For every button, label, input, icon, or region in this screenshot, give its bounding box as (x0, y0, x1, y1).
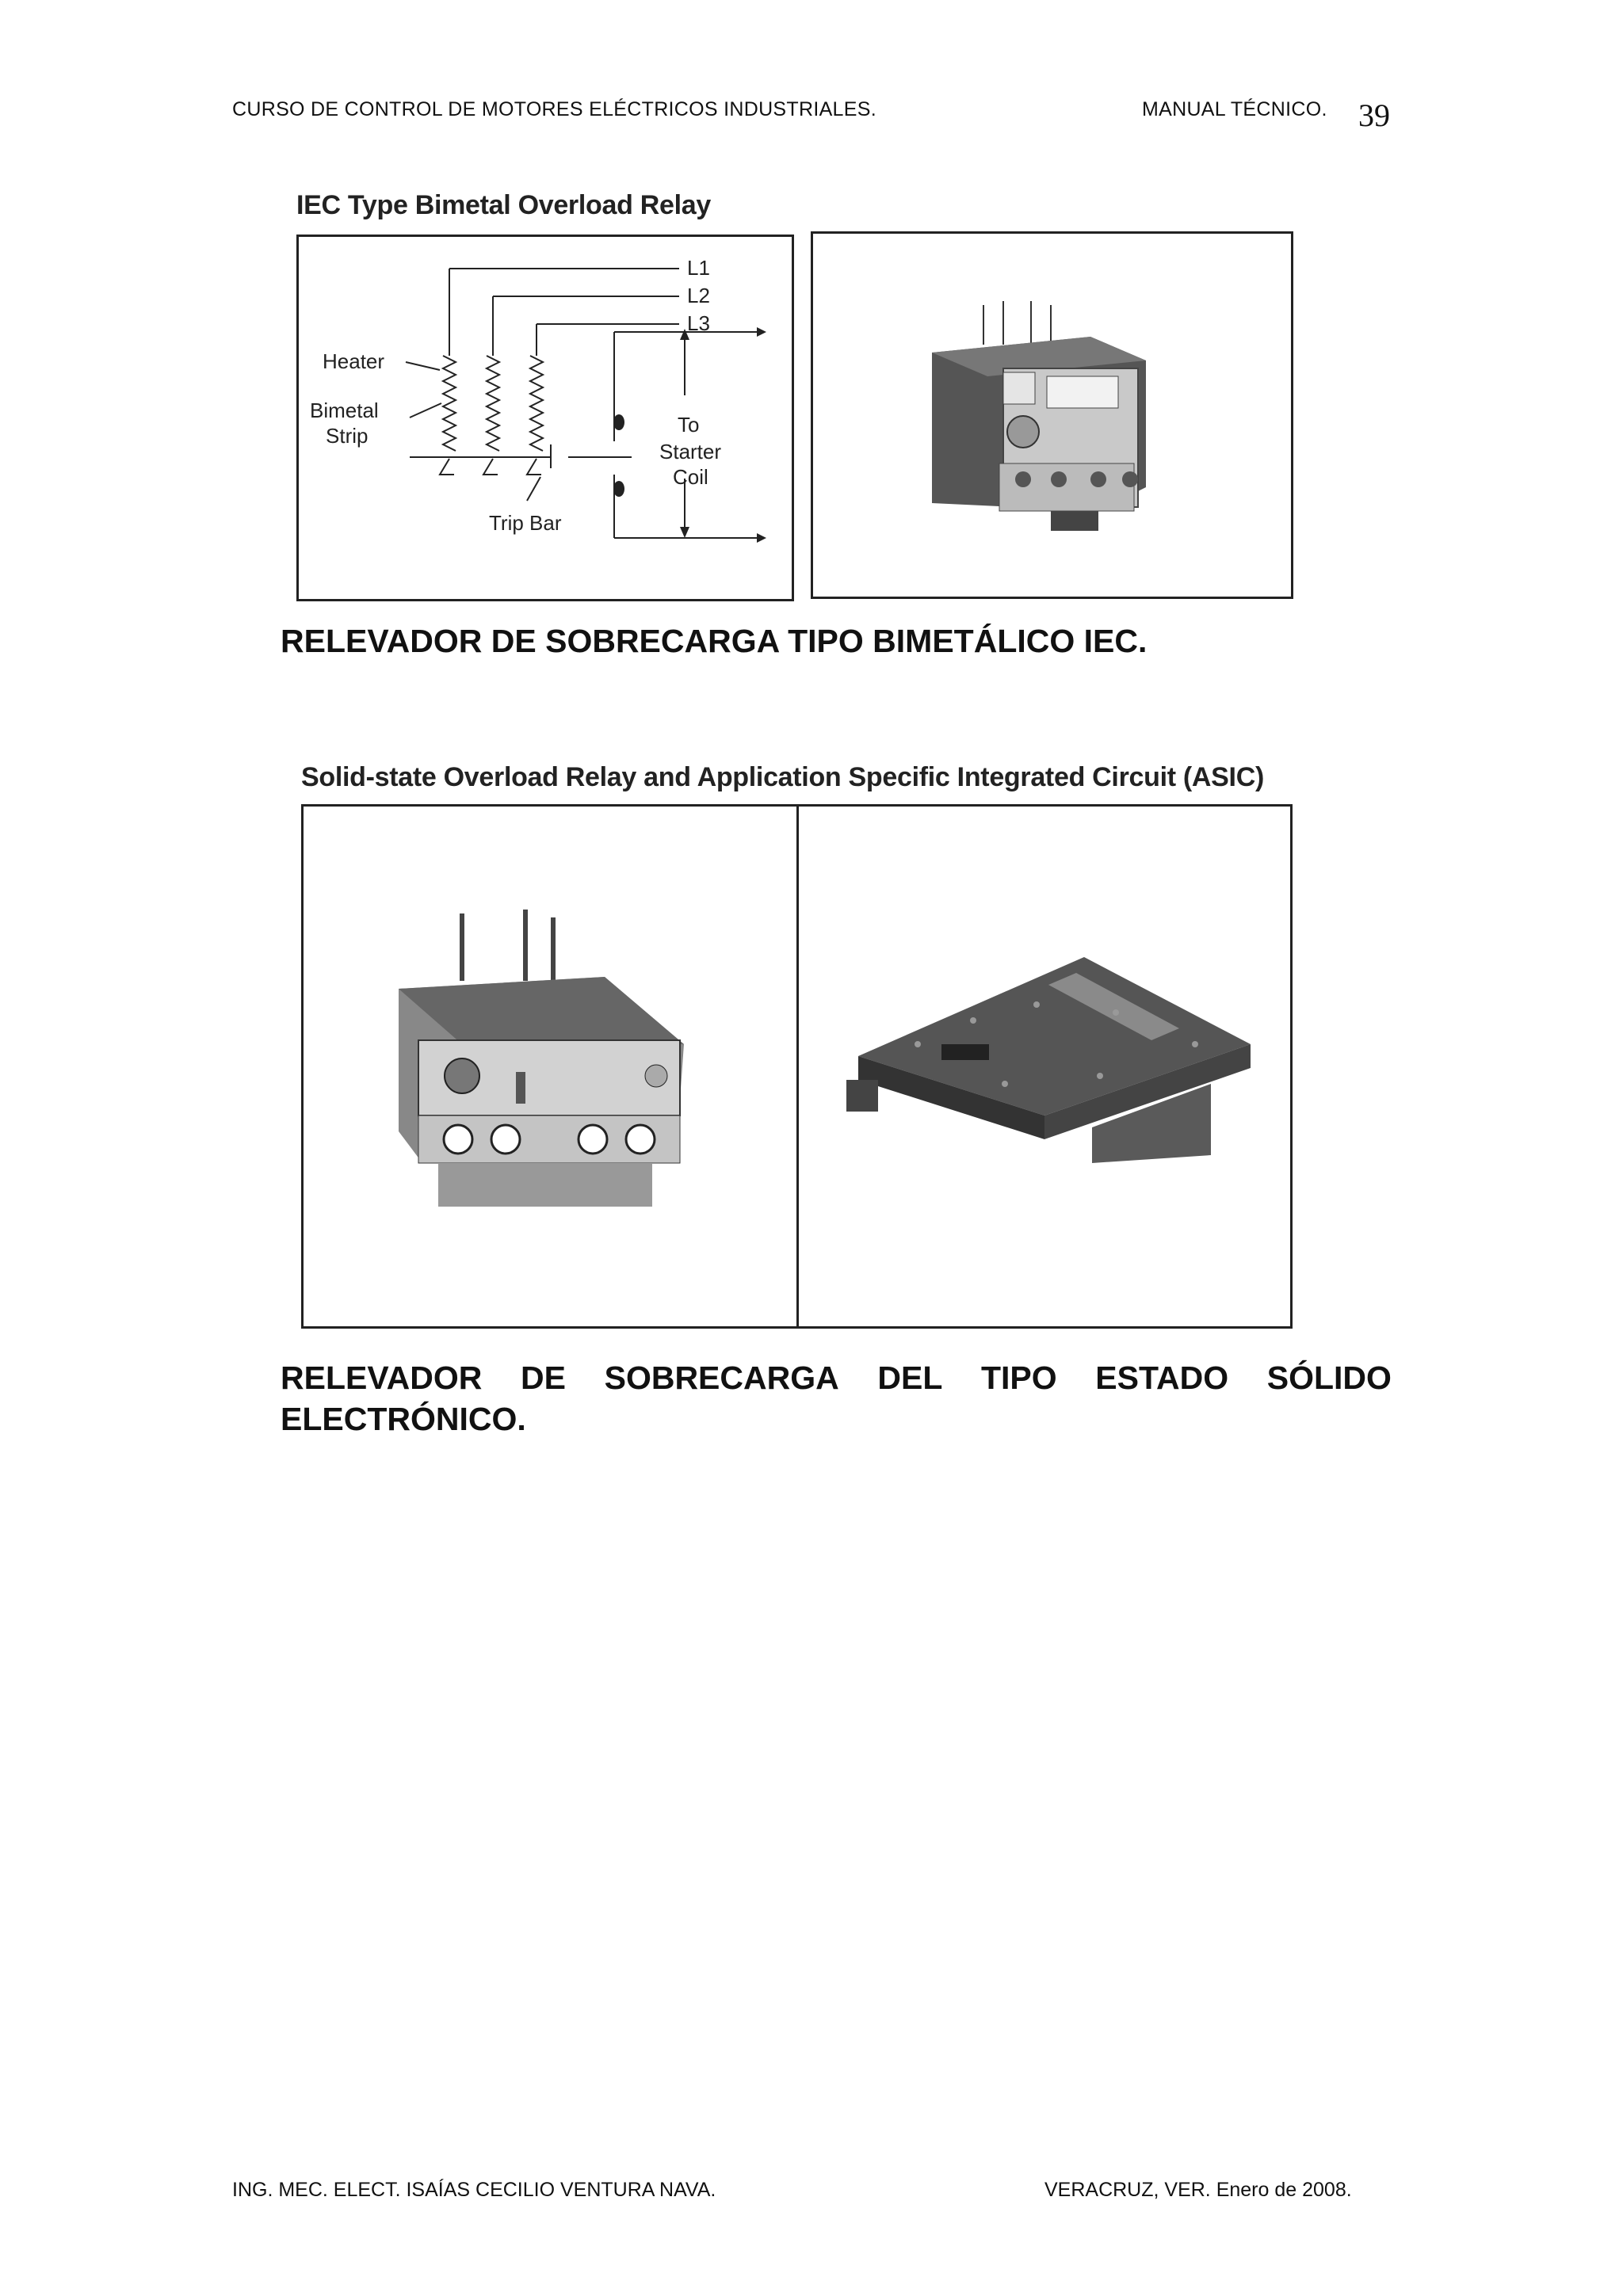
label-strip: Strip (326, 424, 369, 448)
caption-word: RELEVADOR (281, 1360, 483, 1396)
caption-word: TIPO (980, 1360, 1057, 1396)
asic-board-photo (799, 807, 1290, 1326)
asic-board-photo-frame (796, 804, 1293, 1329)
caption-word: ESTADO (1095, 1360, 1229, 1396)
label-coil: Coil (673, 465, 708, 489)
figure1-caption: RELEVADOR DE SOBRECARGA TIPO BIMETÁLICO IEC. (281, 623, 1148, 659)
caption-word: SOBRECARGA (604, 1360, 839, 1396)
label-l1: L1 (687, 256, 710, 280)
solid-state-relay-photo (304, 807, 798, 1326)
header-left: CURSO DE CONTROL DE MOTORES ELÉCTRICOS INDUSTRIALES. (232, 98, 876, 120)
page-number: 39 (1358, 97, 1390, 133)
caption-word: DEL (877, 1360, 943, 1396)
label-to: To (678, 413, 700, 437)
bimetal-schematic-frame (296, 235, 794, 601)
footer-left: ING. MEC. ELECT. ISAÍAS CECILIO VENTURA NAVA. (232, 2179, 716, 2201)
caption-word: SÓLIDO (1266, 1360, 1392, 1396)
caption-word: DE (521, 1360, 566, 1396)
label-trip-bar: Trip Bar (489, 511, 562, 535)
label-starter: Starter (659, 440, 722, 463)
figure2-caption-line1 (281, 1360, 1392, 1397)
label-heater: Heater (323, 349, 385, 373)
figure2-caption-line2: ELECTRÓNICO. (281, 1401, 526, 1437)
label-l3: L3 (687, 311, 710, 335)
bimetal-relay-photo (813, 234, 1291, 597)
figure1-title: IEC Type Bimetal Overload Relay (296, 190, 711, 220)
bimetal-relay-photo-frame (811, 231, 1293, 599)
bimetal-schematic (299, 237, 792, 599)
solid-state-relay-photo-frame (301, 804, 800, 1329)
header-right: MANUAL TÉCNICO. (1142, 98, 1327, 120)
label-l2: L2 (687, 284, 710, 307)
figure2-title: Solid-state Overload Relay and Application Specific Integrated Circuit (ASIC) (301, 762, 1264, 792)
footer-right: VERACRUZ, VER. Enero de 2008. (1044, 2179, 1352, 2201)
label-bimetal: Bimetal (310, 399, 379, 422)
